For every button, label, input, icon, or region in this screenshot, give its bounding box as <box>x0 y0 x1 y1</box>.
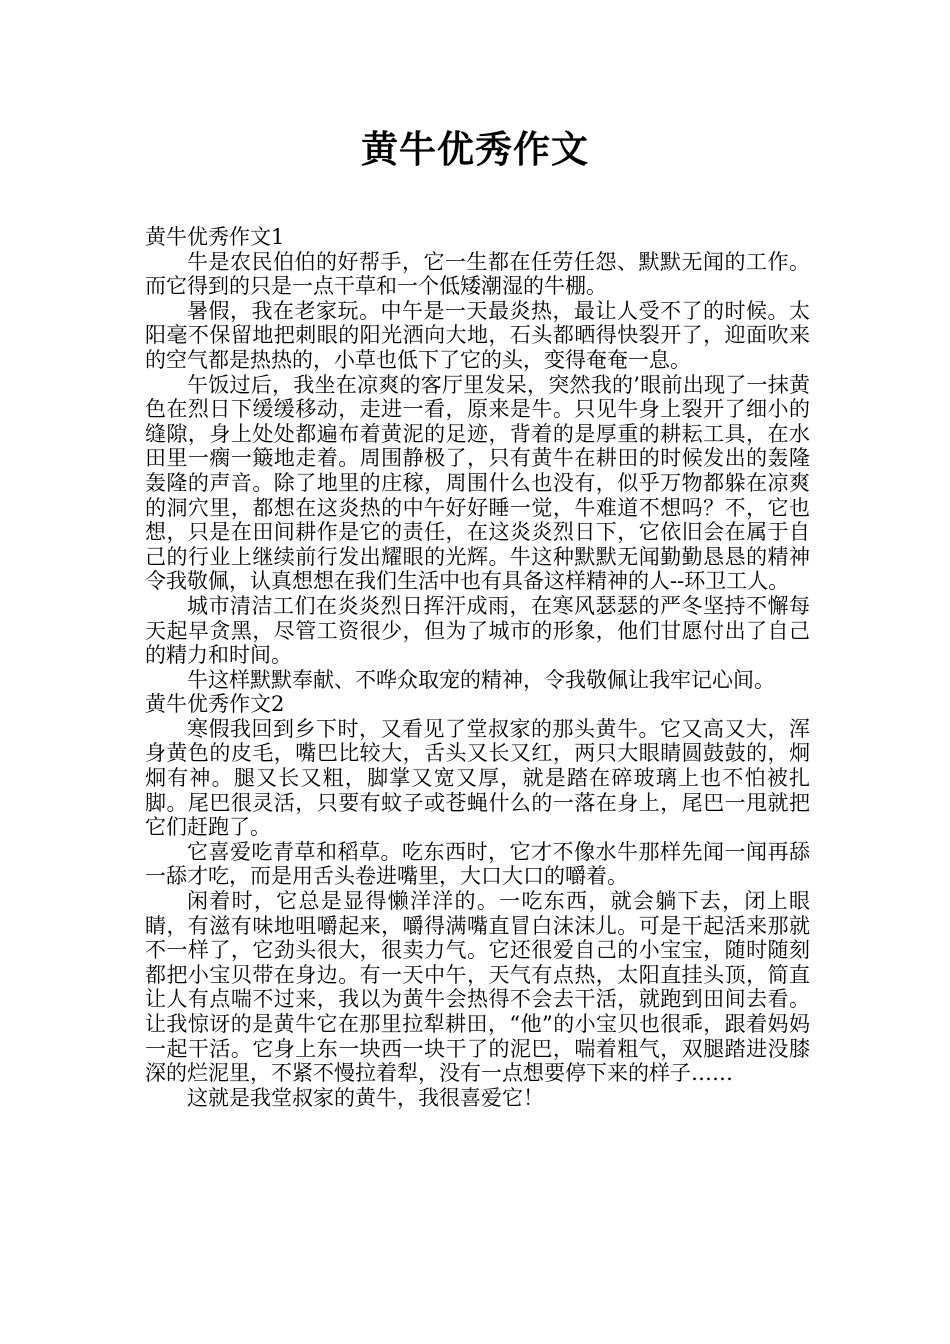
section-heading: 黄牛优秀作文1 <box>145 225 285 249</box>
paragraph: 牛是农民伯伯的好帮手，它一生都在任劳任怨、默默无闻的工作。而它得到的只是一点干草和一个低矮潮湿的牛棚。 <box>145 249 810 299</box>
paragraph: 它喜爱吃青草和稻草。吃东西时，它才不像水牛那样先闻一闻再舔一舔才吃，而是用舌头卷进嘴里，大口大口的嚼着。 <box>145 839 810 889</box>
paragraph: 午饭过后，我坐在凉爽的客厅里发呆，突然我的’眼前出现了一抹黄色在烈日下缓缓移动，走进一看，原来是牛。只见牛身上裂开了细小的缝隙，身上处处都遍布着黄泥的足迹，背着的是厚重的耕耘工具，在水田里一瘸一簸地走着。周围静极了，只有黄牛在耕田的时候发出的轰隆轰隆的声音。除了地里的庄稼，周围什么也没有，似乎万物都躲在凉爽的洞穴里，都想在这炎热的中午好好睡一觉，牛难道不想吗？不，它也想，只是在田间耕作是它的责任，在这炎炎烈日下，它依旧会在属于自己的行业上继续前行发出耀眼的光辉。牛这种默默无闻勤勤恳恳的精神令我敬佩，认真想想在我们生活中也有具备这样精神的人--环卫工人。 <box>145 372 810 594</box>
article-body <box>145 225 810 1110</box>
essay-section-1 <box>145 225 810 692</box>
paragraph: 城市清洁工们在炎炎烈日挥汗成雨，在寒风瑟瑟的严冬坚持不懈每天起早贪黑，尽管工资很少，但为了城市的形象，他们甘愿付出了自己的精力和时间。 <box>145 593 810 668</box>
section-heading: 黄牛优秀作文2 <box>145 692 285 717</box>
paragraph: 暑假，我在老家玩。中午是一天最炎热，最让人受不了的时候。太阳毫不保留地把刺眼的阳光洒向大地，石头都晒得快裂开了，迎面吹来的空气都是热热的，小草也低下了它的头，变得奄奄一息。 <box>145 298 810 372</box>
page-title: 黄牛优秀作文 <box>361 128 589 171</box>
essay-section-2 <box>145 692 810 1110</box>
paragraph: 寒假我回到乡下时，又看见了堂叔家的那头黄牛。它又高又大，浑身黄色的皮毛，嘴巴比较大，舌头又长又红，两只大眼睛圆鼓鼓的，炯炯有神。腿又长又粗，脚掌又宽又厚，就是踏在碎玻璃上也不怕被扎脚。尾巴很灵活，只要有蚊子或苍蝇什么的一落在身上，尾巴一甩就把它们赶跑了。 <box>145 716 810 840</box>
paragraph: 牛这样默默奉献、不哗众取宠的精神，令我敬佩让我牢记心间。 <box>187 667 775 692</box>
paragraph: 闲着时，它总是显得懒洋洋的。一吃东西，就会躺下去，闭上眼睛，有滋有味地咀嚼起来，嚼得满嘴直冒白沫沫儿。可是干起活来那就不一样了，它劲头很大，很卖力气。它还很爱自己的小宝宝，随时随刻都把小宝贝带在身边。有一天中午，天气有点热，太阳直挂头顶，简直让人有点喘不过来，我以为黄牛会热得不会去干活，就跑到田间去看。让我惊讶的是黄牛它在那里拉犁耕田，“他”的小宝贝也很乖，跟着妈妈一起干活。它身上东一块西一块干了的泥巴，喘着粗气，双腿踏进没膝深的烂泥里，不紧不慢拉着犁，没有一点想要停下来的样子…… <box>145 889 810 1086</box>
paragraph: 这就是我堂叔家的黄牛，我很喜爱它！ <box>187 1085 544 1110</box>
